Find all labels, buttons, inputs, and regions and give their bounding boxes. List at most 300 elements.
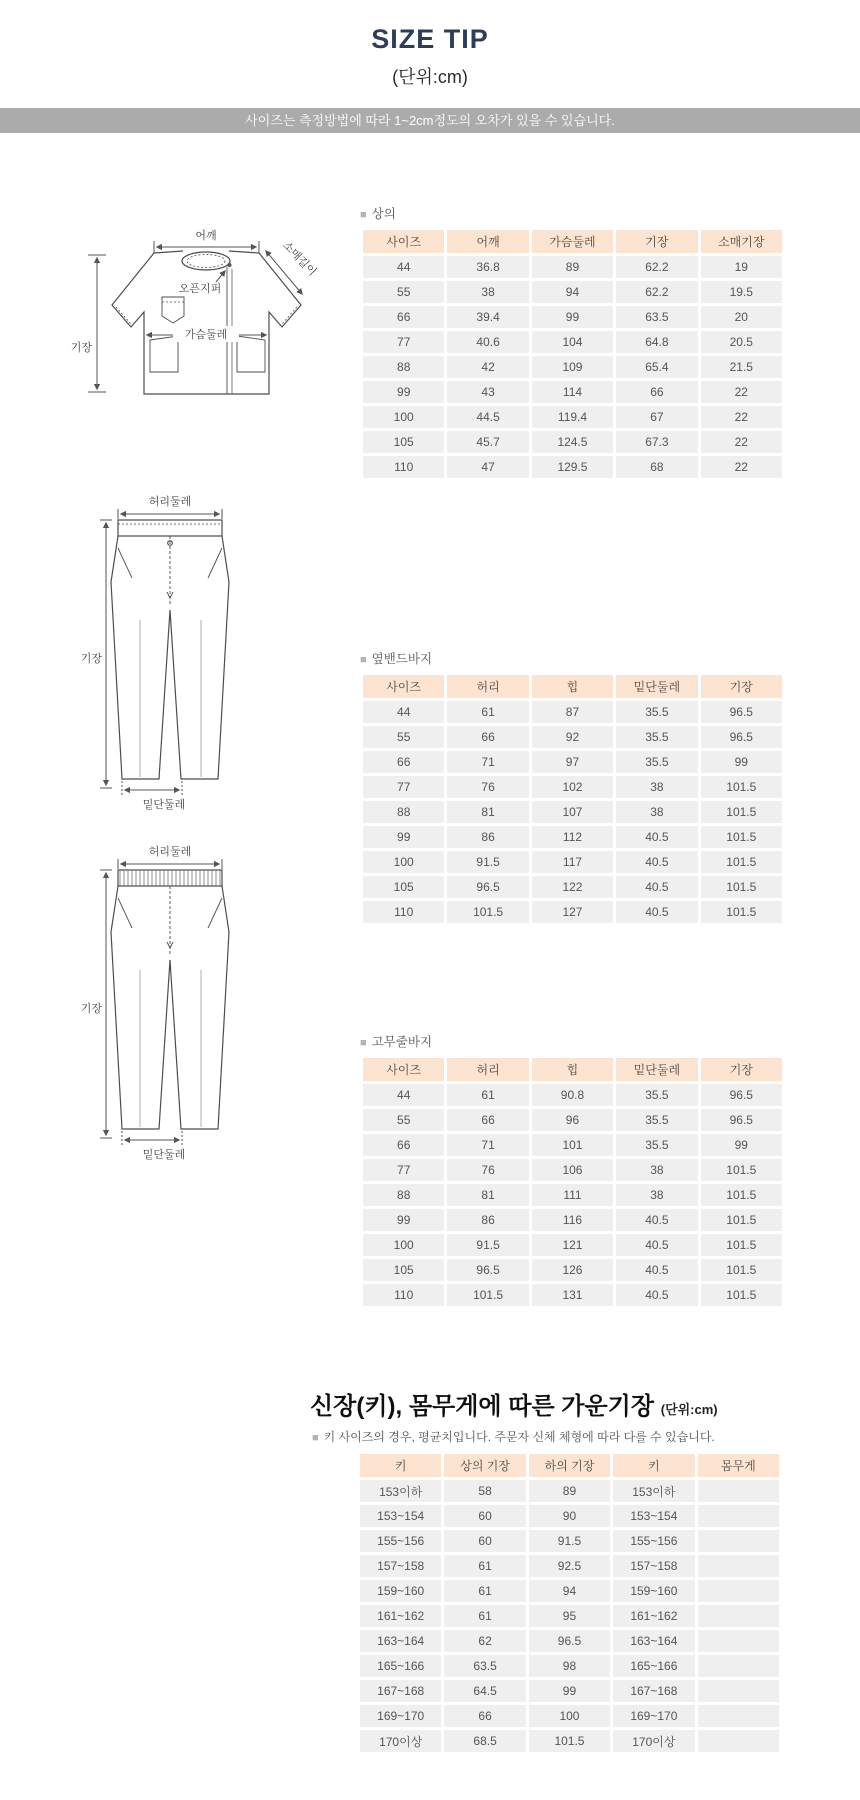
table-row <box>360 1605 779 1627</box>
table-cell: 99 <box>701 751 782 773</box>
table-header-row <box>360 1454 779 1477</box>
table-cell: 89 <box>532 256 613 278</box>
column-header: 기장 <box>701 675 782 698</box>
table-cell: 155~156 <box>360 1530 441 1552</box>
table-cell: 66 <box>447 1109 528 1131</box>
table-cell: 99 <box>701 1134 782 1156</box>
table-cell: 96.5 <box>701 1109 782 1131</box>
table-cell: 61 <box>444 1605 525 1627</box>
table-row <box>363 406 782 428</box>
section-label-band-pants <box>360 650 785 668</box>
column-header: 기장 <box>616 230 697 253</box>
table-cell: 77 <box>363 1159 444 1181</box>
table-cell <box>698 1505 779 1527</box>
table-cell: 39.4 <box>447 306 528 328</box>
table-cell <box>698 1630 779 1652</box>
table-cell: 100 <box>363 1234 444 1256</box>
side-band-pants-diagram <box>78 490 248 812</box>
shirt-length-label: 기장 <box>70 342 92 354</box>
pants-length-label: 기장 <box>80 1003 102 1015</box>
table-cell: 110 <box>363 1284 444 1306</box>
table-cell: 96.5 <box>701 701 782 723</box>
table-cell: 99 <box>363 826 444 848</box>
table-cell: 100 <box>529 1705 610 1727</box>
pants-hem-arrow <box>122 1131 182 1146</box>
table-row <box>363 876 782 898</box>
table-row <box>360 1730 779 1752</box>
table-cell: 86 <box>447 1209 528 1231</box>
table-cell: 101.5 <box>701 826 782 848</box>
column-header: 허리 <box>447 1058 528 1081</box>
table-cell: 127 <box>532 901 613 923</box>
table-cell: 35.5 <box>616 751 697 773</box>
table-cell: 153~154 <box>360 1505 441 1527</box>
table-cell: 62.2 <box>616 256 697 278</box>
table-cell: 40.5 <box>616 876 697 898</box>
table-row <box>360 1505 779 1527</box>
table-cell: 88 <box>363 801 444 823</box>
table-cell: 71 <box>447 751 528 773</box>
table-cell: 111 <box>532 1184 613 1206</box>
table-cell: 76 <box>447 1159 528 1181</box>
column-header: 밑단둘레 <box>616 675 697 698</box>
column-header: 힙 <box>532 1058 613 1081</box>
table-cell: 89 <box>529 1480 610 1502</box>
column-header: 사이즈 <box>363 230 444 253</box>
table-cell: 161~162 <box>360 1605 441 1627</box>
table-row <box>360 1705 779 1727</box>
table-row <box>363 1084 782 1106</box>
table-cell: 22 <box>701 406 782 428</box>
table-cell: 112 <box>532 826 613 848</box>
gown-length-section <box>310 1392 790 1755</box>
table-cell: 110 <box>363 456 444 478</box>
zipper-pull-icon <box>228 263 232 267</box>
table-cell: 104 <box>532 331 613 353</box>
table-cell: 20.5 <box>701 331 782 353</box>
table-cell: 66 <box>447 726 528 748</box>
table-cell: 19 <box>701 256 782 278</box>
shirt-outline <box>112 251 301 394</box>
table-cell: 170이상 <box>360 1730 441 1752</box>
table-cell: 68 <box>616 456 697 478</box>
page-title: SIZE TIP <box>371 24 489 54</box>
table-row <box>363 1159 782 1181</box>
table-row <box>360 1480 779 1502</box>
table-cell: 169~170 <box>360 1705 441 1727</box>
table-cell: 101.5 <box>701 1184 782 1206</box>
table-cell: 66 <box>363 306 444 328</box>
table-cell: 44 <box>363 1084 444 1106</box>
table-cell: 94 <box>529 1580 610 1602</box>
column-header: 사이즈 <box>363 1058 444 1081</box>
table-cell: 35.5 <box>616 1134 697 1156</box>
table-cell: 101.5 <box>701 776 782 798</box>
table-cell: 35.5 <box>616 701 697 723</box>
table-cell: 91.5 <box>529 1530 610 1552</box>
table-cell: 67 <box>616 406 697 428</box>
table-cell: 92 <box>532 726 613 748</box>
gown-unit-note: (단위:cm) <box>660 1402 718 1417</box>
table-cell: 96.5 <box>701 1084 782 1106</box>
table-cell: 99 <box>363 381 444 403</box>
table-cell: 163~164 <box>613 1630 694 1652</box>
table-row <box>363 431 782 453</box>
table-row <box>363 726 782 748</box>
table-cell: 77 <box>363 331 444 353</box>
table-row <box>363 1284 782 1306</box>
table-row <box>363 751 782 773</box>
column-header: 소매기장 <box>701 230 782 253</box>
column-header: 사이즈 <box>363 675 444 698</box>
pants-hem-arrow <box>122 781 182 796</box>
table-cell: 100 <box>363 406 444 428</box>
table-row <box>363 331 782 353</box>
section-label-elastic-pants <box>360 1033 785 1051</box>
shirt-shoulder-arrow <box>154 241 259 253</box>
open-zipper-label: 오픈지퍼 <box>178 283 222 295</box>
table-cell: 170이상 <box>613 1730 694 1752</box>
table-cell: 101.5 <box>701 901 782 923</box>
table-cell <box>698 1530 779 1552</box>
table-cell: 81 <box>447 1184 528 1206</box>
table-cell: 38 <box>616 1184 697 1206</box>
table-cell: 101.5 <box>701 1159 782 1181</box>
table-cell: 110 <box>363 901 444 923</box>
table-cell: 67.3 <box>616 431 697 453</box>
table-cell: 161~162 <box>613 1605 694 1627</box>
table-cell: 101.5 <box>529 1730 610 1752</box>
table-cell: 55 <box>363 726 444 748</box>
table-cell: 92.5 <box>529 1555 610 1577</box>
table-row <box>363 901 782 923</box>
table-row <box>363 1184 782 1206</box>
table-cell: 122 <box>532 876 613 898</box>
table-cell: 90 <box>529 1505 610 1527</box>
table-row <box>363 776 782 798</box>
table-cell: 76 <box>447 776 528 798</box>
table-cell: 114 <box>532 381 613 403</box>
table-cell: 121 <box>532 1234 613 1256</box>
shirt-chest-label: 가슴둘레 <box>184 329 228 341</box>
side-band-pants-section <box>360 650 785 926</box>
table-cell: 61 <box>447 701 528 723</box>
table-cell: 22 <box>701 456 782 478</box>
table-cell: 40.5 <box>616 1284 697 1306</box>
shirt-shoulder-label: 어깨 <box>195 230 217 242</box>
table-row <box>363 281 782 303</box>
section-title: 고무줄바지 <box>371 1035 433 1049</box>
table-cell <box>698 1655 779 1677</box>
pants-outline <box>111 870 229 1129</box>
table-cell: 66 <box>616 381 697 403</box>
sleeve-length-label: 소매길이 <box>280 239 319 279</box>
table-cell: 96 <box>532 1109 613 1131</box>
table-cell: 101 <box>532 1134 613 1156</box>
table-cell <box>698 1480 779 1502</box>
table-cell: 105 <box>363 1259 444 1281</box>
table-cell: 87 <box>532 701 613 723</box>
pants-hem-label: 밑단둘레 <box>142 799 186 811</box>
table-row <box>363 381 782 403</box>
table-row <box>360 1555 779 1577</box>
table-row <box>360 1680 779 1702</box>
table-cell: 109 <box>532 356 613 378</box>
table-cell: 60 <box>444 1530 525 1552</box>
table-cell: 105 <box>363 431 444 453</box>
table-cell: 106 <box>532 1159 613 1181</box>
table-cell: 61 <box>444 1555 525 1577</box>
table-row <box>363 356 782 378</box>
table-cell: 40.5 <box>616 901 697 923</box>
table-cell: 101.5 <box>701 851 782 873</box>
gown-section-title <box>310 1392 790 1425</box>
gown-note <box>312 1430 790 1445</box>
table-cell: 96.5 <box>529 1630 610 1652</box>
table-cell: 44 <box>363 256 444 278</box>
table-cell: 64.5 <box>444 1680 525 1702</box>
table-header-row <box>363 675 782 698</box>
top-size-section <box>360 205 785 481</box>
table-cell: 42 <box>447 356 528 378</box>
table-cell <box>698 1705 779 1727</box>
elastic-pants-section <box>360 1033 785 1309</box>
table-row <box>363 1259 782 1281</box>
column-header: 가슴둘레 <box>532 230 613 253</box>
table-cell: 38 <box>616 801 697 823</box>
column-header: 어깨 <box>447 230 528 253</box>
table-cell: 157~158 <box>360 1555 441 1577</box>
tolerance-notice-banner: 사이즈는 측정방법에 따라 1~2cm정도의 오차가 있을 수 있습니다. <box>0 108 860 133</box>
table-cell: 60 <box>444 1505 525 1527</box>
table-cell: 45.7 <box>447 431 528 453</box>
table-row <box>363 1234 782 1256</box>
table-cell: 101.5 <box>701 876 782 898</box>
table-cell: 101.5 <box>701 1234 782 1256</box>
table-cell: 129.5 <box>532 456 613 478</box>
table-cell: 38 <box>616 776 697 798</box>
table-cell: 159~160 <box>360 1580 441 1602</box>
table-cell: 22 <box>701 431 782 453</box>
table-cell: 19.5 <box>701 281 782 303</box>
section-title: 옆밴드바지 <box>371 652 433 666</box>
unit-note: (단위:cm) <box>392 67 468 87</box>
column-header: 밑단둘레 <box>616 1058 697 1081</box>
table-cell: 163~164 <box>360 1630 441 1652</box>
table-cell: 44.5 <box>447 406 528 428</box>
table-cell: 38 <box>616 1159 697 1181</box>
table-cell: 131 <box>532 1284 613 1306</box>
table-cell: 68.5 <box>444 1730 525 1752</box>
table-row <box>360 1630 779 1652</box>
table-cell: 101.5 <box>701 1209 782 1231</box>
table-cell: 91.5 <box>447 851 528 873</box>
table-cell: 95 <box>529 1605 610 1627</box>
table-row <box>363 801 782 823</box>
table-cell: 47 <box>447 456 528 478</box>
table-cell: 66 <box>363 1134 444 1156</box>
table-cell: 22 <box>701 381 782 403</box>
table-cell: 55 <box>363 281 444 303</box>
table-cell: 40.5 <box>616 1234 697 1256</box>
table-cell: 64.8 <box>616 331 697 353</box>
table-cell: 117 <box>532 851 613 873</box>
table-cell <box>698 1580 779 1602</box>
table-cell: 167~168 <box>613 1680 694 1702</box>
table-cell: 77 <box>363 776 444 798</box>
table-cell: 20 <box>701 306 782 328</box>
table-cell: 157~158 <box>613 1555 694 1577</box>
table-cell: 55 <box>363 1109 444 1131</box>
gown-title-text: 신장(키), 몸무게에 따른 가운기장 <box>310 1393 655 1420</box>
table-cell: 126 <box>532 1259 613 1281</box>
table-cell: 96.5 <box>701 726 782 748</box>
elastic-pants-table <box>360 1055 785 1309</box>
section-bullet-icon: ■ <box>360 654 367 666</box>
table-cell: 165~166 <box>613 1655 694 1677</box>
table-cell: 97 <box>532 751 613 773</box>
table-row <box>363 826 782 848</box>
pants-waist-label: 허리둘레 <box>148 496 192 508</box>
column-header: 키 <box>613 1454 694 1477</box>
table-cell: 99 <box>532 306 613 328</box>
table-cell: 99 <box>363 1209 444 1231</box>
table-cell: 66 <box>444 1705 525 1727</box>
table-cell: 99 <box>529 1680 610 1702</box>
table-cell: 40.5 <box>616 1259 697 1281</box>
table-cell: 153이하 <box>360 1480 441 1502</box>
table-cell: 66 <box>363 751 444 773</box>
table-cell: 101.5 <box>701 1284 782 1306</box>
pants-outline <box>111 520 229 779</box>
pants-waist-arrow <box>118 509 222 519</box>
table-cell: 165~166 <box>360 1655 441 1677</box>
table-cell: 21.5 <box>701 356 782 378</box>
pants-waist-arrow <box>118 859 222 869</box>
table-cell: 94 <box>532 281 613 303</box>
table-cell: 35.5 <box>616 1084 697 1106</box>
table-cell: 153~154 <box>613 1505 694 1527</box>
table-cell: 96.5 <box>447 1259 528 1281</box>
section-label-top <box>360 205 785 223</box>
table-cell: 40.6 <box>447 331 528 353</box>
table-cell: 61 <box>444 1580 525 1602</box>
table-row <box>363 1209 782 1231</box>
table-cell <box>698 1605 779 1627</box>
table-cell: 101.5 <box>447 901 528 923</box>
table-cell: 88 <box>363 356 444 378</box>
table-cell: 40.5 <box>616 1209 697 1231</box>
table-cell: 71 <box>447 1134 528 1156</box>
elastic-waistband <box>118 870 222 886</box>
table-cell: 63.5 <box>616 306 697 328</box>
table-cell: 86 <box>447 826 528 848</box>
table-cell <box>698 1680 779 1702</box>
column-header: 몸무게 <box>698 1454 779 1477</box>
table-cell: 100 <box>363 851 444 873</box>
column-header: 하의 기장 <box>529 1454 610 1477</box>
table-cell: 36.8 <box>447 256 528 278</box>
table-cell: 107 <box>532 801 613 823</box>
table-header-row <box>363 230 782 253</box>
table-cell: 155~156 <box>613 1530 694 1552</box>
table-cell: 167~168 <box>360 1680 441 1702</box>
table-cell: 96.5 <box>447 876 528 898</box>
table-cell: 91.5 <box>447 1234 528 1256</box>
table-cell: 169~170 <box>613 1705 694 1727</box>
table-cell: 153이하 <box>613 1480 694 1502</box>
table-cell: 35.5 <box>616 1109 697 1131</box>
section-title: 상의 <box>371 207 396 221</box>
table-row <box>363 256 782 278</box>
table-cell: 105 <box>363 876 444 898</box>
pants-hem-label: 밑단둘레 <box>142 1149 186 1161</box>
table-row <box>363 1109 782 1131</box>
table-cell: 81 <box>447 801 528 823</box>
pants-waist-label: 허리둘레 <box>148 846 192 858</box>
table-row <box>363 701 782 723</box>
table-cell: 119.4 <box>532 406 613 428</box>
table-cell: 40.5 <box>616 826 697 848</box>
table-cell: 102 <box>532 776 613 798</box>
open-zipper-arrow <box>216 271 225 282</box>
table-cell: 62.2 <box>616 281 697 303</box>
table-cell: 63.5 <box>444 1655 525 1677</box>
table-row <box>363 456 782 478</box>
table-cell <box>698 1555 779 1577</box>
table-cell: 116 <box>532 1209 613 1231</box>
table-cell: 40.5 <box>616 851 697 873</box>
table-header-row <box>363 1058 782 1081</box>
table-cell: 61 <box>447 1084 528 1106</box>
table-cell: 101.5 <box>447 1284 528 1306</box>
table-row <box>360 1655 779 1677</box>
table-row <box>363 306 782 328</box>
column-header: 허리 <box>447 675 528 698</box>
column-header: 기장 <box>701 1058 782 1081</box>
section-bullet-icon: ■ <box>360 1037 367 1049</box>
table-cell: 124.5 <box>532 431 613 453</box>
table-cell: 62 <box>444 1630 525 1652</box>
pants-length-label: 기장 <box>80 653 102 665</box>
side-band-pants-table <box>360 672 785 926</box>
table-cell: 58 <box>444 1480 525 1502</box>
shirt-length-arrow <box>88 255 106 392</box>
table-row <box>360 1580 779 1602</box>
column-header: 키 <box>360 1454 441 1477</box>
table-cell: 35.5 <box>616 726 697 748</box>
table-cell: 159~160 <box>613 1580 694 1602</box>
table-row <box>363 851 782 873</box>
table-cell: 44 <box>363 701 444 723</box>
table-cell: 88 <box>363 1184 444 1206</box>
table-cell: 38 <box>447 281 528 303</box>
shirt-measurement-diagram <box>50 195 330 410</box>
column-header: 힙 <box>532 675 613 698</box>
table-cell <box>698 1730 779 1752</box>
note-bullet-icon: ■ <box>312 1432 319 1444</box>
table-cell: 65.4 <box>616 356 697 378</box>
table-cell: 98 <box>529 1655 610 1677</box>
gown-note-text: 키 사이즈의 경우, 평균치입니다. 주문자 신체 체형에 따라 다를 수 있습니다. <box>323 1430 715 1444</box>
table-cell: 43 <box>447 381 528 403</box>
table-cell: 90.8 <box>532 1084 613 1106</box>
table-row <box>360 1530 779 1552</box>
column-header: 상의 기장 <box>444 1454 525 1477</box>
table-row <box>363 1134 782 1156</box>
elastic-pants-diagram <box>78 840 248 1162</box>
table-cell: 101.5 <box>701 801 782 823</box>
